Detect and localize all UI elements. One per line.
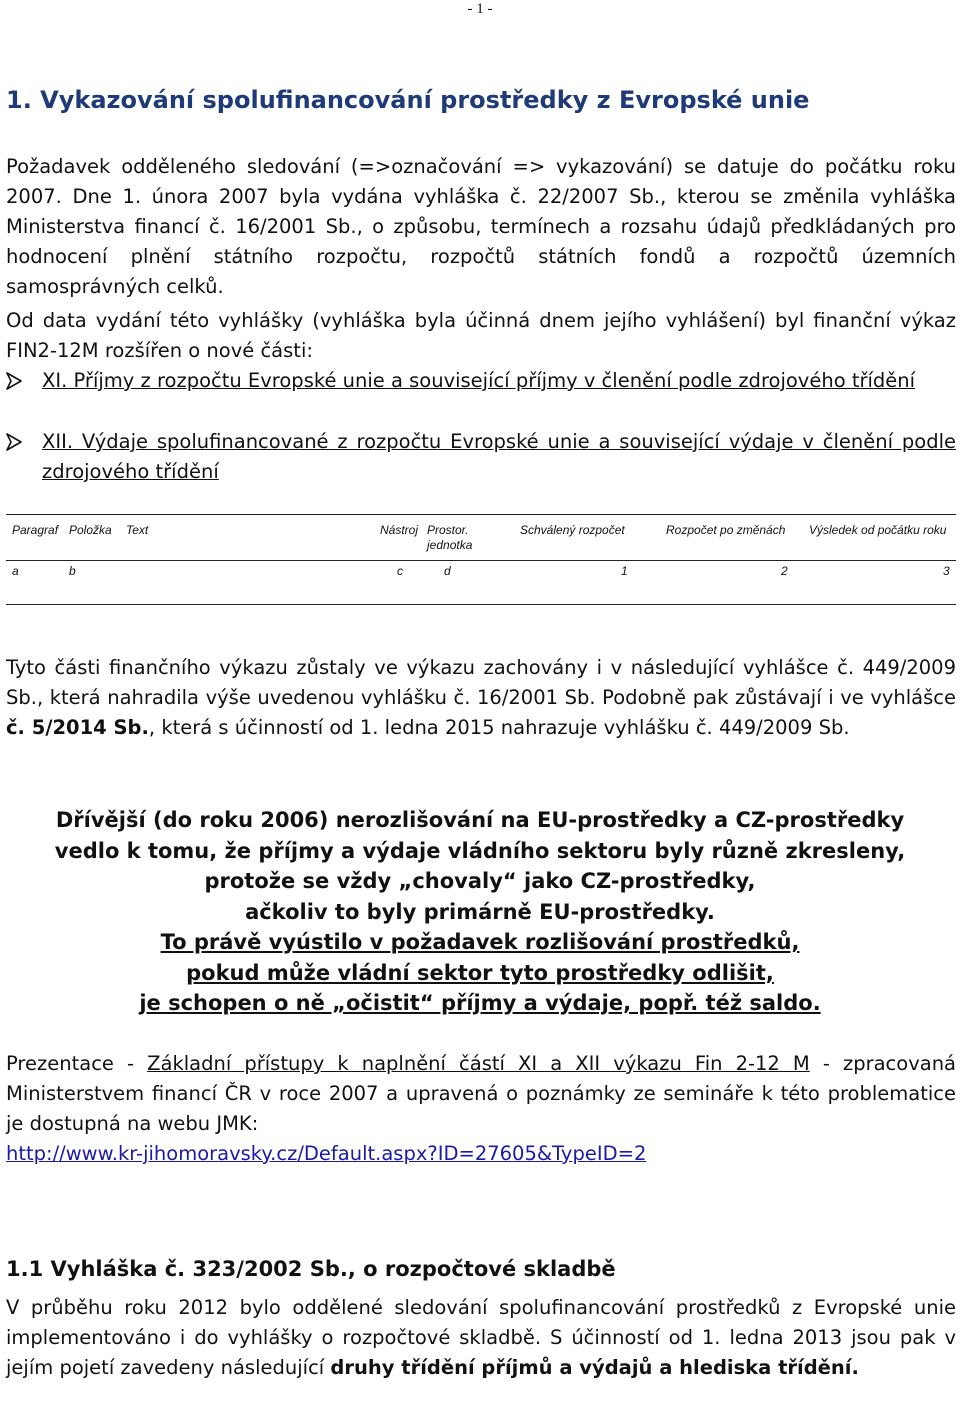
arrow-bullet-icon <box>6 427 36 460</box>
section-1-1-heading: 1.1 Vyhláška č. 323/2002 Sb., o rozpočtové skladbě <box>6 1257 616 1281</box>
presentation-suffix: - zpracovaná Ministerstvem financí ČR v roce 2007 a upravená o poznámky ze semináře k této problematice je dostupná na webu JMK: <box>6 1052 957 1135</box>
decree-text-a: Tyto části finančního výkazu zůstaly ve výkazu zachovány i v následující vyhlášce č. 449/2009 Sb., která nahradila výše uvedenou vyhlášku č. 16/2001 Sb. Podobně pak zůstávají i ve vyhlášce <box>6 656 956 709</box>
col-code-d: d <box>444 564 451 578</box>
col-code-b: b <box>69 564 76 578</box>
bullet-item-xii <box>6 427 956 487</box>
section-1-heading: 1. Vykazování spolufinancování prostředky z Evropské unie <box>6 86 810 114</box>
emphasis-line-2: vedlo k tomu, že příjmy a výdaje vládního sektoru byly různě zkresleny, <box>54 838 906 863</box>
presentation-title-link[interactable]: Základní přístupy k naplnění částí XI a XII výkazu Fin 2-12 M <box>147 1052 810 1075</box>
budget-structure-text: V průběhu roku 2012 bylo oddělené sledování spolufinancování prostředků z Evropské unie implementováno i do vyhlášky o rozpočtové skladbě. S účinností od 1. ledna 2013 jsou pak v jejím pojetí zavedeny následující <box>6 1296 956 1379</box>
col-header-paragraf: Paragraf <box>12 523 59 537</box>
col-code-a: a <box>12 564 19 578</box>
emphasis-line-7: je schopen o ně „očistit“ příjmy a výdaje, popř. též saldo. <box>139 991 821 1015</box>
emphasis-line-4: ačkoliv to byly primárně EU-prostředky. <box>245 899 715 924</box>
presentation-prefix: Prezentace - <box>6 1052 148 1075</box>
budget-structure-bold: druhy třídění příjmů a výdajů a hlediska třídění. <box>330 1356 859 1379</box>
col-code-1: 1 <box>621 564 628 578</box>
col-header-po-zmenach: Rozpočet po změnách <box>666 523 786 537</box>
fin-report-paragraph: Od data vydání této vyhlášky (vyhláška byla účinná dnem jejího vyhlášení) byl finanční výkaz FIN2-12M rozšířen o nové části: <box>6 309 956 362</box>
emphasis-line-3: protože se vždy „chovaly“ jako CZ-prostředky, <box>204 869 756 893</box>
intro-paragraph: Požadavek odděleného sledování (=>označování => vykazování) se datuje do počátku roku 2007. Dne 1. února 2007 byla vydána vyhláška č. 22/2007 Sb., kterou se změnila vyhláška Ministerstva financí č. 16/2001 Sb., o způsobu, termínech a rozsahu údajů předkládaných pro hodnocení plnění státního rozpočtu, rozpočtů státních fondů a rozpočtů územních samosprávných celků. <box>6 155 956 298</box>
bullet-item-xi <box>6 366 956 396</box>
col-code-2: 2 <box>781 564 788 578</box>
emphasis-line-1: Dřívější (do roku 2006) nerozlišování na EU-prostředky a CZ-prostředky <box>55 808 905 832</box>
page-number: - 1 - <box>467 1 493 17</box>
col-header-schvaleny: Schválený rozpočet <box>520 523 625 537</box>
col-header-prostor-1: Prostor. <box>427 523 469 537</box>
emphasis-line-6: pokud může vládní sektor tyto prostředky odlišit, <box>186 960 774 985</box>
table-rule-mid <box>6 560 956 561</box>
arrow-bullet-icon <box>6 366 36 399</box>
decree-text-b: , která s účinností od 1. ledna 2015 nahrazuje vyhlášku č. 449/2009 Sb. <box>148 716 850 739</box>
bullet-text-xii: XII. Výdaje spolufinancované z rozpočtu Evropské unie a související výdaje v členění podle zdrojového třídění <box>42 430 956 483</box>
jmk-web-link[interactable]: http://www.kr-jihomoravsky.cz/Default.aspx?ID=27605&TypeID=2 <box>6 1142 647 1165</box>
presentation-paragraph <box>6 1049 956 1169</box>
decree-continuation-paragraph <box>6 653 956 743</box>
emphasis-line-5: To právě vyústilo v požadavek rozlišování prostředků, <box>160 930 800 954</box>
budget-structure-paragraph <box>6 1293 956 1383</box>
col-code-3: 3 <box>943 564 950 578</box>
col-header-prostor-2: jednotka <box>427 538 473 552</box>
col-header-vysledek: Výsledek od počátku roku <box>809 523 947 537</box>
col-header-nastroj: Nástroj <box>380 523 419 537</box>
col-code-c: c <box>397 564 403 578</box>
col-header-text: Text <box>126 523 149 537</box>
report-form-table <box>6 514 956 606</box>
decree-number-bold: č. 5/2014 Sb. <box>6 716 149 739</box>
col-header-polozka: Položka <box>69 523 112 537</box>
emphasis-block <box>0 805 960 1019</box>
bullet-text-xi: XI. Příjmy z rozpočtu Evropské unie a související příjmy v členění podle zdrojového třídění <box>42 369 916 392</box>
table-rule-top <box>6 514 956 515</box>
table-rule-bottom <box>6 604 956 605</box>
